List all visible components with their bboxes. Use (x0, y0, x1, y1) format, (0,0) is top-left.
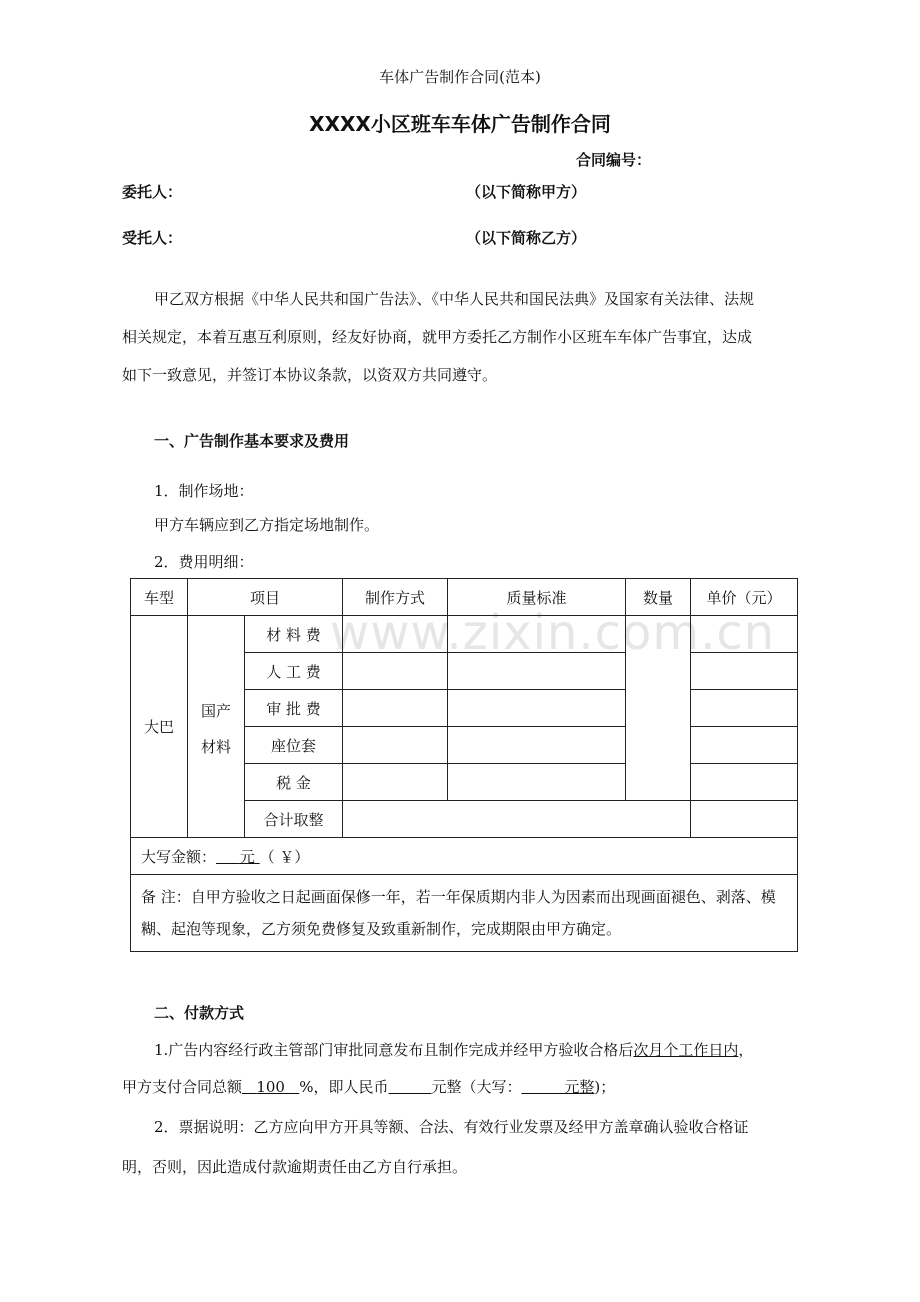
header-cell: 车型 (131, 579, 188, 616)
payment-line-2 (122, 1076, 615, 1097)
item-cell: 座位套 (245, 727, 343, 764)
total-value-cell (343, 801, 691, 838)
price-cell (691, 690, 798, 727)
intro-line-1: 甲乙双方根据《中华人民共和国广告法》、《中华人民共和国民法典》及国家有关法律、法规 (154, 290, 755, 308)
client-label: 委托人： (122, 183, 183, 201)
standard-cell (448, 653, 626, 690)
intro-line-3: 如下一致意见，并签订本协议条款，以资双方共同遵守。 (122, 366, 498, 384)
amount-unit (216, 848, 260, 866)
header-cell: 项目 (188, 579, 343, 616)
total-price-cell (691, 801, 798, 838)
vehicle-cell: 大巴 (131, 616, 188, 838)
watermark: www.zixin.com.cn (330, 605, 776, 661)
payment-line-1 (154, 1039, 753, 1060)
method-cell (343, 727, 448, 764)
fee-table (130, 578, 798, 952)
quantity-cell (626, 616, 691, 801)
payment-rmb-blank (389, 1078, 432, 1096)
doc-title: XXXX小区班车车体广告制作合同 (309, 112, 611, 136)
payment-text-h: )； (594, 1078, 616, 1096)
method-cell (343, 616, 448, 653)
item-cell: 审 批 费 (245, 690, 343, 727)
amount-row (131, 838, 798, 875)
total-label-cell: 合计取整 (245, 801, 343, 838)
payment-deadline: 次月个工作日内 (633, 1041, 739, 1059)
doc-header: 车体广告制作合同(范本) (379, 68, 541, 86)
amount-unit-text: 元 (239, 847, 255, 866)
table-header-row (131, 579, 798, 616)
method-cell (343, 653, 448, 690)
intro-line-2: 相关规定，本着互惠互利原则，经友好协商，就甲方委托乙方制作小区班车车体广告事宜，达成 (122, 328, 753, 346)
item-cell: 材 料 费 (245, 616, 343, 653)
method-cell (343, 764, 448, 801)
payment-text-f: 元整（大写： (431, 1078, 522, 1096)
section1-heading: 一、广告制作基本要求及费用 (154, 432, 350, 450)
section2-heading: 二、付款方式 (154, 1004, 245, 1022)
header-cell: 制作方式 (343, 579, 448, 616)
item-cell: 税 金 (245, 764, 343, 801)
contract-no-label: 合同编号： (576, 151, 652, 169)
amount-yen: （ ￥） (259, 847, 310, 866)
payment-capital (521, 1078, 594, 1096)
item2-label: 2．费用明细： (154, 553, 254, 571)
amount-cell (131, 838, 798, 875)
invoice-line-2: 明，否则，因此造成付款逾期责任由乙方自行承担。 (122, 1158, 468, 1176)
header-cell: 单价（元） (691, 579, 798, 616)
standard-cell (448, 690, 626, 727)
payment-percent-value: 100 (256, 1078, 285, 1096)
payment-capital-text: 元整 (564, 1078, 595, 1096)
price-cell (691, 616, 798, 653)
payment-text-d: 甲方支付合同总额 (122, 1078, 243, 1096)
payment-text-a: 1.广告内容经行政主管部门审批同意发布且制作完成并经甲方验收合格后 (154, 1041, 634, 1059)
table-row (131, 616, 798, 653)
client-alias: （以下简称甲方） (466, 183, 587, 201)
material-line-2: 材料 (200, 737, 231, 756)
agent-label: 受托人： (122, 229, 183, 247)
note-row (131, 875, 798, 952)
price-cell (691, 764, 798, 801)
payment-percent (242, 1078, 299, 1096)
item1-text: 甲方车辆应到乙方指定场地制作。 (154, 516, 380, 534)
material-line-1: 国产 (200, 701, 231, 720)
material-cell (188, 616, 245, 838)
payment-text-e: %，即人民币 (299, 1078, 389, 1096)
item-cell: 人 工 费 (245, 653, 343, 690)
standard-cell (448, 616, 626, 653)
standard-cell (448, 727, 626, 764)
amount-label: 大写金额： (141, 847, 217, 866)
payment-text-c: ， (738, 1041, 754, 1059)
item1-label: 1．制作场地： (154, 482, 254, 500)
price-cell (691, 727, 798, 764)
standard-cell (448, 764, 626, 801)
agent-alias: （以下简称乙方） (466, 229, 587, 247)
note-cell: 备 注：自甲方验收之日起画面保修一年，若一年保质期内非人为因素而出现画面褪色、剥落、模糊、起泡等现象，乙方须免费修复及致重新制作，完成期限由甲方确定。 (131, 875, 798, 952)
price-cell (691, 653, 798, 690)
header-cell: 质量标准 (448, 579, 626, 616)
header-cell: 数量 (626, 579, 691, 616)
invoice-line-1: 2．票据说明：乙方应向甲方开具等额、合法、有效行业发票及经甲方盖章确认验收合格证 (154, 1118, 749, 1136)
method-cell (343, 690, 448, 727)
